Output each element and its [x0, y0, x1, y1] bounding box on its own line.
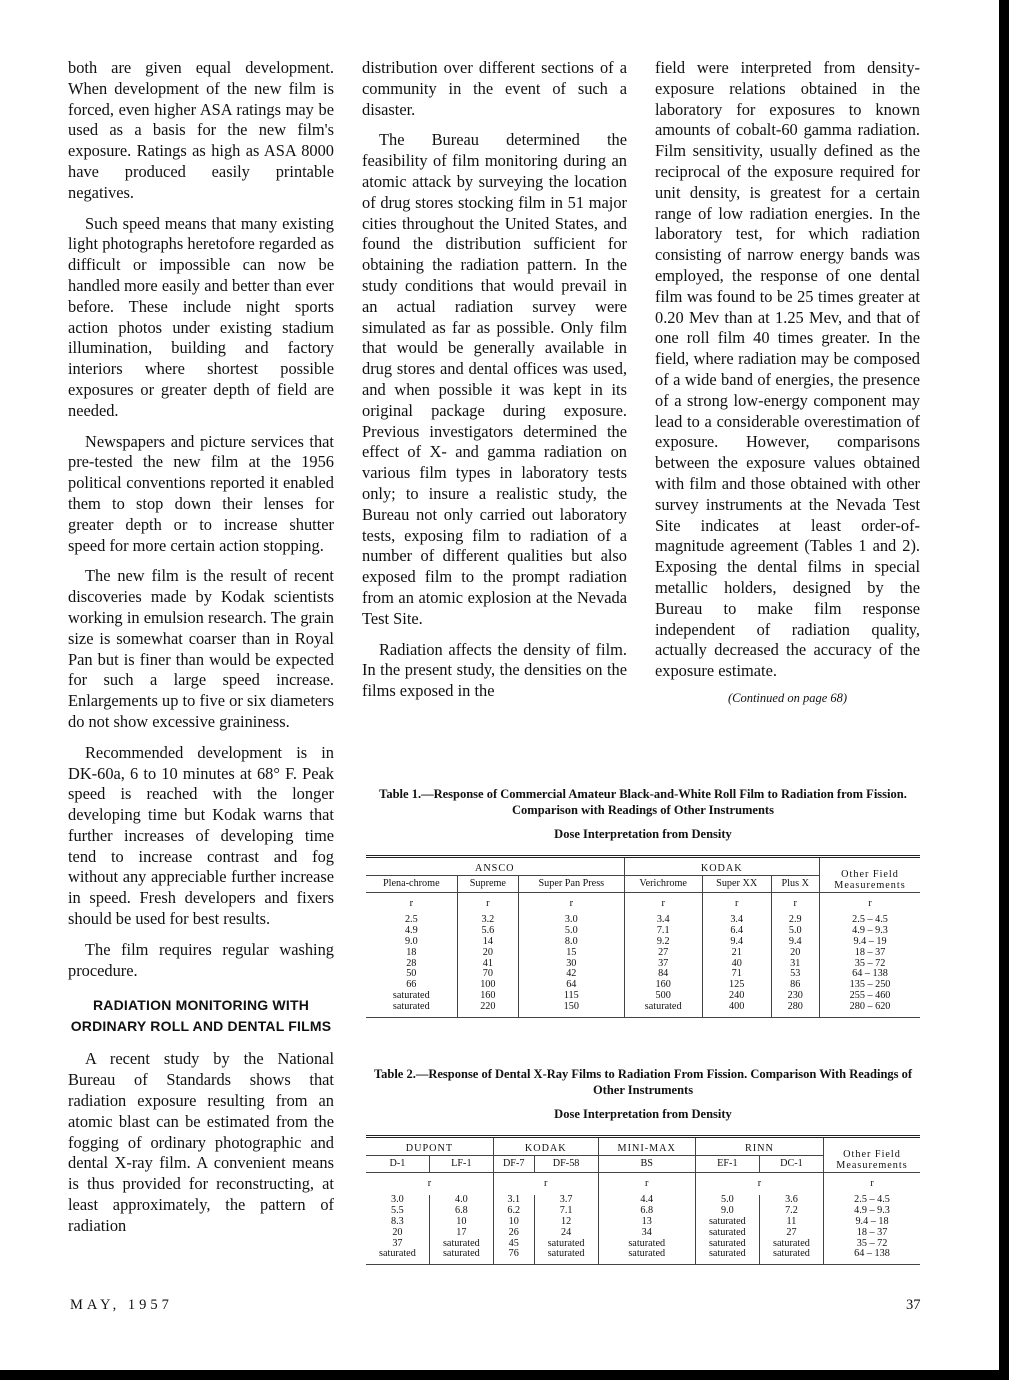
table-cell: 150: [519, 1002, 624, 1017]
table-cell: 76: [493, 1249, 534, 1264]
page-border-right: [999, 0, 1009, 1380]
table-cell: 17: [429, 1228, 493, 1239]
table-1-unit: r: [771, 892, 819, 915]
table-cell: 7.2: [759, 1206, 823, 1217]
table-cell: 42: [519, 969, 624, 980]
table-cell: 30: [519, 959, 624, 970]
table-cell: saturated: [534, 1239, 598, 1250]
table-cell: 64 – 138: [820, 969, 921, 980]
table-cell: 5.0: [771, 926, 819, 937]
table-1-group-other: Other Field Measurements: [820, 857, 921, 893]
table-cell: 6.4: [702, 926, 771, 937]
table-cell: saturated: [695, 1239, 759, 1250]
table-cell: 34: [598, 1228, 695, 1239]
table-row: [366, 937, 920, 948]
table-2: [366, 1135, 920, 1265]
table-cell: 50: [406, 968, 417, 980]
table-cell: 13: [598, 1217, 695, 1228]
table-2-unit: r: [824, 1172, 921, 1195]
table-cell: 220: [457, 1002, 518, 1017]
table-cell: 7.1: [624, 926, 702, 937]
paragraph: The new film is the result of recent discoveries made by Kodak scientists working in emulsion research. The grain size is somewhat coarser than in Royal Pan but is finer than would be expected for such a large speed increase. Enlargements up to five or six diameters do not show excessive graininess.: [68, 566, 334, 731]
table-cell: saturated: [534, 1249, 598, 1264]
table-cell: 20: [771, 948, 819, 959]
table-2-col-header: BS: [598, 1155, 695, 1172]
table-cell: 24: [534, 1228, 598, 1239]
table-1-col-header: Super XX: [702, 875, 771, 892]
table-2-col-header: D-1: [366, 1155, 429, 1172]
text-column-2: [362, 58, 627, 712]
table-1-col-header: Supreme: [457, 875, 518, 892]
table-cell: 9.0: [404, 935, 418, 947]
paragraph: Radiation affects the density of film. In the present study, the densities on the films exposed in the: [362, 639, 627, 701]
table-cell: 84: [624, 969, 702, 980]
table-cell: 15: [519, 948, 624, 959]
table-row: [366, 959, 920, 970]
table-2-group-minimax: MINI-MAX: [598, 1137, 695, 1156]
text-column-3: [655, 58, 920, 709]
table-cell: 6.2: [493, 1206, 534, 1217]
table-cell: 9.4 – 18: [824, 1217, 921, 1228]
continued-note: (Continued on page 68): [727, 690, 848, 705]
paragraph: Recommended development is in DK-60a, 6 to 10 minutes at 68° F. Peak speed is reached with the longer developing time but Kodak warns that further increases of developing time tend to increase contrast and fog without any appreciable further increase in speed. Fresh developers and fixers should be used for best results.: [68, 742, 334, 929]
table-cell: saturated: [759, 1249, 823, 1264]
table-cell: 500: [624, 991, 702, 1002]
table-cell: 9.0: [695, 1206, 759, 1217]
table-cell: 2.5 – 4.5: [820, 915, 921, 926]
table-cell: saturated: [624, 1002, 702, 1017]
table-1-title: Table 1.—Response of Commercial Amateur Black-and-White Roll Film to Radiation from Fission. Comparison with Readings of Other Instruments: [379, 787, 907, 817]
table-cell: 8.3: [391, 1215, 404, 1227]
paragraph: both are given equal development. When development of the new film is forced, even higher ASA ratings may be used as a basis for the new film's exposure. Ratings as high as ASA 8000 have produced easily printable negatives.: [68, 58, 334, 202]
table-cell: 12: [534, 1217, 598, 1228]
table-cell: saturated: [695, 1217, 759, 1228]
table-1-unit: r: [702, 892, 771, 915]
table-cell: 230: [771, 991, 819, 1002]
table-cell: 27: [624, 948, 702, 959]
table-row: [366, 969, 920, 980]
table-cell: 400: [702, 1002, 771, 1017]
table-2-col-header: DF-58: [534, 1155, 598, 1172]
table-cell: 2.9: [771, 915, 819, 926]
table-2-unit: r: [695, 1172, 823, 1195]
paragraph: The Bureau determined the feasibility of film monitoring during an atomic attack by surveying the location of drug stores stocking film in 51 major cities throughout the United States, and found the distribution sufficient for obtaining the radiation pattern. In the study conditions that would prevail in an actual radiation survey were simulated as far as possible. Only film that would be generally available in drug stores and dental offices was used, and when possible it was kept in its original package during exposure. Previous investigators determined the effect of X- and gamma radiation on various film types in laboratory tests only; to insure a realistic study, the Bureau not only carried out laboratory tests, exposing film to radiation of a number of different qualities but also exposed film to the prompt radiation from an atomic explosion at the Nevada Test Site.: [362, 130, 627, 628]
table-cell: 5.0: [519, 926, 624, 937]
table-cell: 100: [457, 980, 518, 991]
table-row: [366, 948, 920, 959]
paragraph: The film requires regular washing procedure.: [68, 939, 334, 980]
table-cell: 5.5: [391, 1205, 404, 1217]
table-cell: 6.8: [598, 1206, 695, 1217]
table-2-title: Table 2.—Response of Dental X-Ray Films to Radiation From Fission. Comparison With Readings of Other Instruments: [373, 1067, 913, 1097]
table-1-unit: r: [457, 892, 518, 915]
table-row: [366, 915, 920, 926]
table-cell: 8.0: [519, 937, 624, 948]
table-cell: 28: [406, 957, 417, 969]
table-2-unit: r: [493, 1172, 598, 1195]
paragraph: distribution over different sections of a community in the event of such a disaster.: [362, 58, 627, 119]
table-1-unit: r: [409, 897, 413, 909]
table-cell: 9.4: [771, 937, 819, 948]
table-2-col-header: LF-1: [429, 1155, 493, 1172]
table-cell: 18: [406, 946, 417, 958]
table-cell: 160: [624, 980, 702, 991]
paragraph: Such speed means that many existing light photographs heretofore regarded as difficult or impossible can now be handled more easily and better than ever before. These include night sports action photos under existing stadium illumination, building and factory interiors where shortest possible exposures or greater depth of field are needed.: [68, 213, 334, 420]
table-cell: 280: [771, 1002, 819, 1017]
table-cell: 37: [624, 959, 702, 970]
table-cell: 4.9 – 9.3: [820, 926, 921, 937]
table-cell: 11: [759, 1217, 823, 1228]
table-row: [366, 1002, 920, 1017]
table-2-unit: r: [598, 1172, 695, 1195]
table-cell: 45: [493, 1239, 534, 1250]
table-1-unit: r: [820, 892, 921, 915]
table-cell: 5.0: [695, 1195, 759, 1206]
table-1-group-kodak: KODAK: [624, 857, 820, 876]
table-cell: saturated: [695, 1228, 759, 1239]
table-cell: 37: [392, 1237, 403, 1249]
table-cell: saturated: [366, 1249, 429, 1264]
table-cell: 125: [702, 980, 771, 991]
table-cell: 4.9: [404, 925, 418, 937]
table-2-col-header: EF-1: [695, 1155, 759, 1172]
table-1-block: [366, 786, 920, 1018]
table-2-block: [366, 1066, 920, 1265]
table-2-subtitle: Dose Interpretation from Density: [554, 1107, 732, 1121]
table-cell: 3.7: [534, 1195, 598, 1206]
table-cell: 86: [771, 980, 819, 991]
table-1-col-header: Plena-chrome: [366, 875, 457, 892]
table-cell: 20: [392, 1226, 403, 1238]
table-cell: 115: [519, 991, 624, 1002]
table-2-col-header: DC-1: [759, 1155, 823, 1172]
table-cell: 31: [771, 959, 819, 970]
table-cell: 64: [519, 980, 624, 991]
table-row: [366, 1228, 920, 1239]
table-1-unit: r: [519, 892, 624, 915]
table-cell: 20: [457, 948, 518, 959]
table-cell: 4.9 – 9.3: [824, 1206, 921, 1217]
table-1-unit: r: [624, 892, 702, 915]
table-cell: 6.8: [429, 1206, 493, 1217]
table-cell: 3.6: [759, 1195, 823, 1206]
table-cell: saturated: [598, 1249, 695, 1264]
paragraph: field were interpreted from density-exposure relations obtained in the laboratory for exposures to known amounts of cobalt-60 gamma radiation. Film sensitivity, usually defined as the reciprocal of the exposure required for unit density, is greatest for a certain range of low radiation energies. In the laboratory test, for which radiation consisting of narrow energy bands was employed, the response of one dental film was found to be 25 times greater at 0.20 Mev than at 1.25 Mev, and that of one roll film 40 times greater. In the field, where radiation may be composed of a wide band of energies, the presence of a strong low-energy component may lead to a considerable overestimation of exposure. However, comparisons between the exposure values obtained with film and those obtained with other survey instruments at the Nevada Test Site indicates at least order-of-magnitude agreement (Tables 1 and 2). Exposing the dental films in special metallic holders, designed by the Bureau to make film response independent of radiation quality, actually decreased the accuracy of the exposure estimate.: [655, 58, 920, 681]
table-cell: 35 – 72: [820, 959, 921, 970]
table-cell: 70: [457, 969, 518, 980]
paragraph: Newspapers and picture services that pre-tested the new film at the 1956 political conventions reported it enabled them to stop down their lenses for greater depth or to increase shutter speed for more certain action stopping.: [68, 431, 334, 555]
table-1-col-header: Plus X: [771, 875, 819, 892]
table-cell: 40: [702, 959, 771, 970]
table-cell: saturated: [429, 1239, 493, 1250]
table-cell: 160: [457, 991, 518, 1002]
table-2-unit: r: [427, 1177, 432, 1189]
table-cell: 135 – 250: [820, 980, 921, 991]
table-cell: 2.5 – 4.5: [824, 1195, 921, 1206]
table-cell: 9.4: [702, 937, 771, 948]
table-cell: 280 – 620: [820, 1002, 921, 1017]
section-heading: RADIATION MONITORING WITH ORDINARY ROLL AND DENTAL FILMS: [70, 997, 332, 1035]
table-cell: 14: [457, 937, 518, 948]
table-cell: 4.0: [429, 1195, 493, 1206]
table-cell: 10: [429, 1217, 493, 1228]
table-1-col-header: Verichrome: [624, 875, 702, 892]
table-cell: 26: [493, 1228, 534, 1239]
table-cell: 18 – 37: [820, 948, 921, 959]
table-cell: 10: [493, 1217, 534, 1228]
table-cell: 240: [702, 991, 771, 1002]
table-row: [366, 991, 920, 1002]
table-cell: 7.1: [534, 1206, 598, 1217]
table-cell: saturated: [695, 1249, 759, 1264]
table-1: [366, 855, 920, 1018]
table-1-col-header: Super Pan Press: [519, 875, 624, 892]
table-row: [366, 980, 920, 991]
table-cell: saturated: [598, 1239, 695, 1250]
paragraph: A recent study by the National Bureau of Standards shows that radiation exposure resulting from an atomic blast can be estimated from the fogging of ordinary photographic and dental X-ray film. A convenient means is thus provided for reconstructing, at least approximately, the pattern of radiation: [68, 1049, 334, 1235]
table-cell: 3.0: [519, 915, 624, 926]
table-cell: 41: [457, 959, 518, 970]
table-cell: saturated: [759, 1239, 823, 1250]
text-column-1: [68, 58, 334, 1247]
table-cell: 5.6: [457, 926, 518, 937]
table-cell: 18 – 37: [824, 1228, 921, 1239]
table-row: [366, 1249, 920, 1264]
table-cell: 3.4: [702, 915, 771, 926]
page-number: 37: [906, 1297, 921, 1313]
table-cell: 9.4 – 19: [820, 937, 921, 948]
table-cell: 71: [702, 969, 771, 980]
page-border-bottom: [0, 1370, 1009, 1380]
table-cell: 3.1: [493, 1195, 534, 1206]
table-row: [366, 926, 920, 937]
table-cell: 27: [759, 1228, 823, 1239]
table-2-group-rinn: RINN: [695, 1137, 823, 1156]
table-cell: 64 – 138: [824, 1249, 921, 1264]
table-cell: 2.5: [404, 914, 418, 926]
table-1-group-ansco: ANSCO: [366, 857, 624, 876]
table-cell: 21: [702, 948, 771, 959]
table-cell: 255 – 460: [820, 991, 921, 1002]
table-cell: 4.4: [598, 1195, 695, 1206]
table-2-group-kodak: KODAK: [493, 1137, 598, 1156]
footer-date: MAY, 1957: [70, 1297, 173, 1313]
table-2-col-header: DF-7: [493, 1155, 534, 1172]
table-cell: 35 – 72: [824, 1239, 921, 1250]
table-cell: 53: [771, 969, 819, 980]
table-cell: 3.0: [391, 1194, 404, 1206]
table-1-subtitle: Dose Interpretation from Density: [554, 827, 732, 841]
table-cell: 3.4: [624, 915, 702, 926]
table-2-group-dupont: DUPONT: [366, 1137, 493, 1156]
table-cell: saturated: [429, 1249, 493, 1264]
table-2-group-other: Other Field Measurements: [824, 1137, 921, 1173]
table-cell: 3.2: [457, 915, 518, 926]
table-cell: 66: [406, 979, 417, 991]
table-cell: 9.2: [624, 937, 702, 948]
table-cell: saturated: [392, 989, 430, 1001]
table-cell: saturated: [366, 1002, 457, 1017]
